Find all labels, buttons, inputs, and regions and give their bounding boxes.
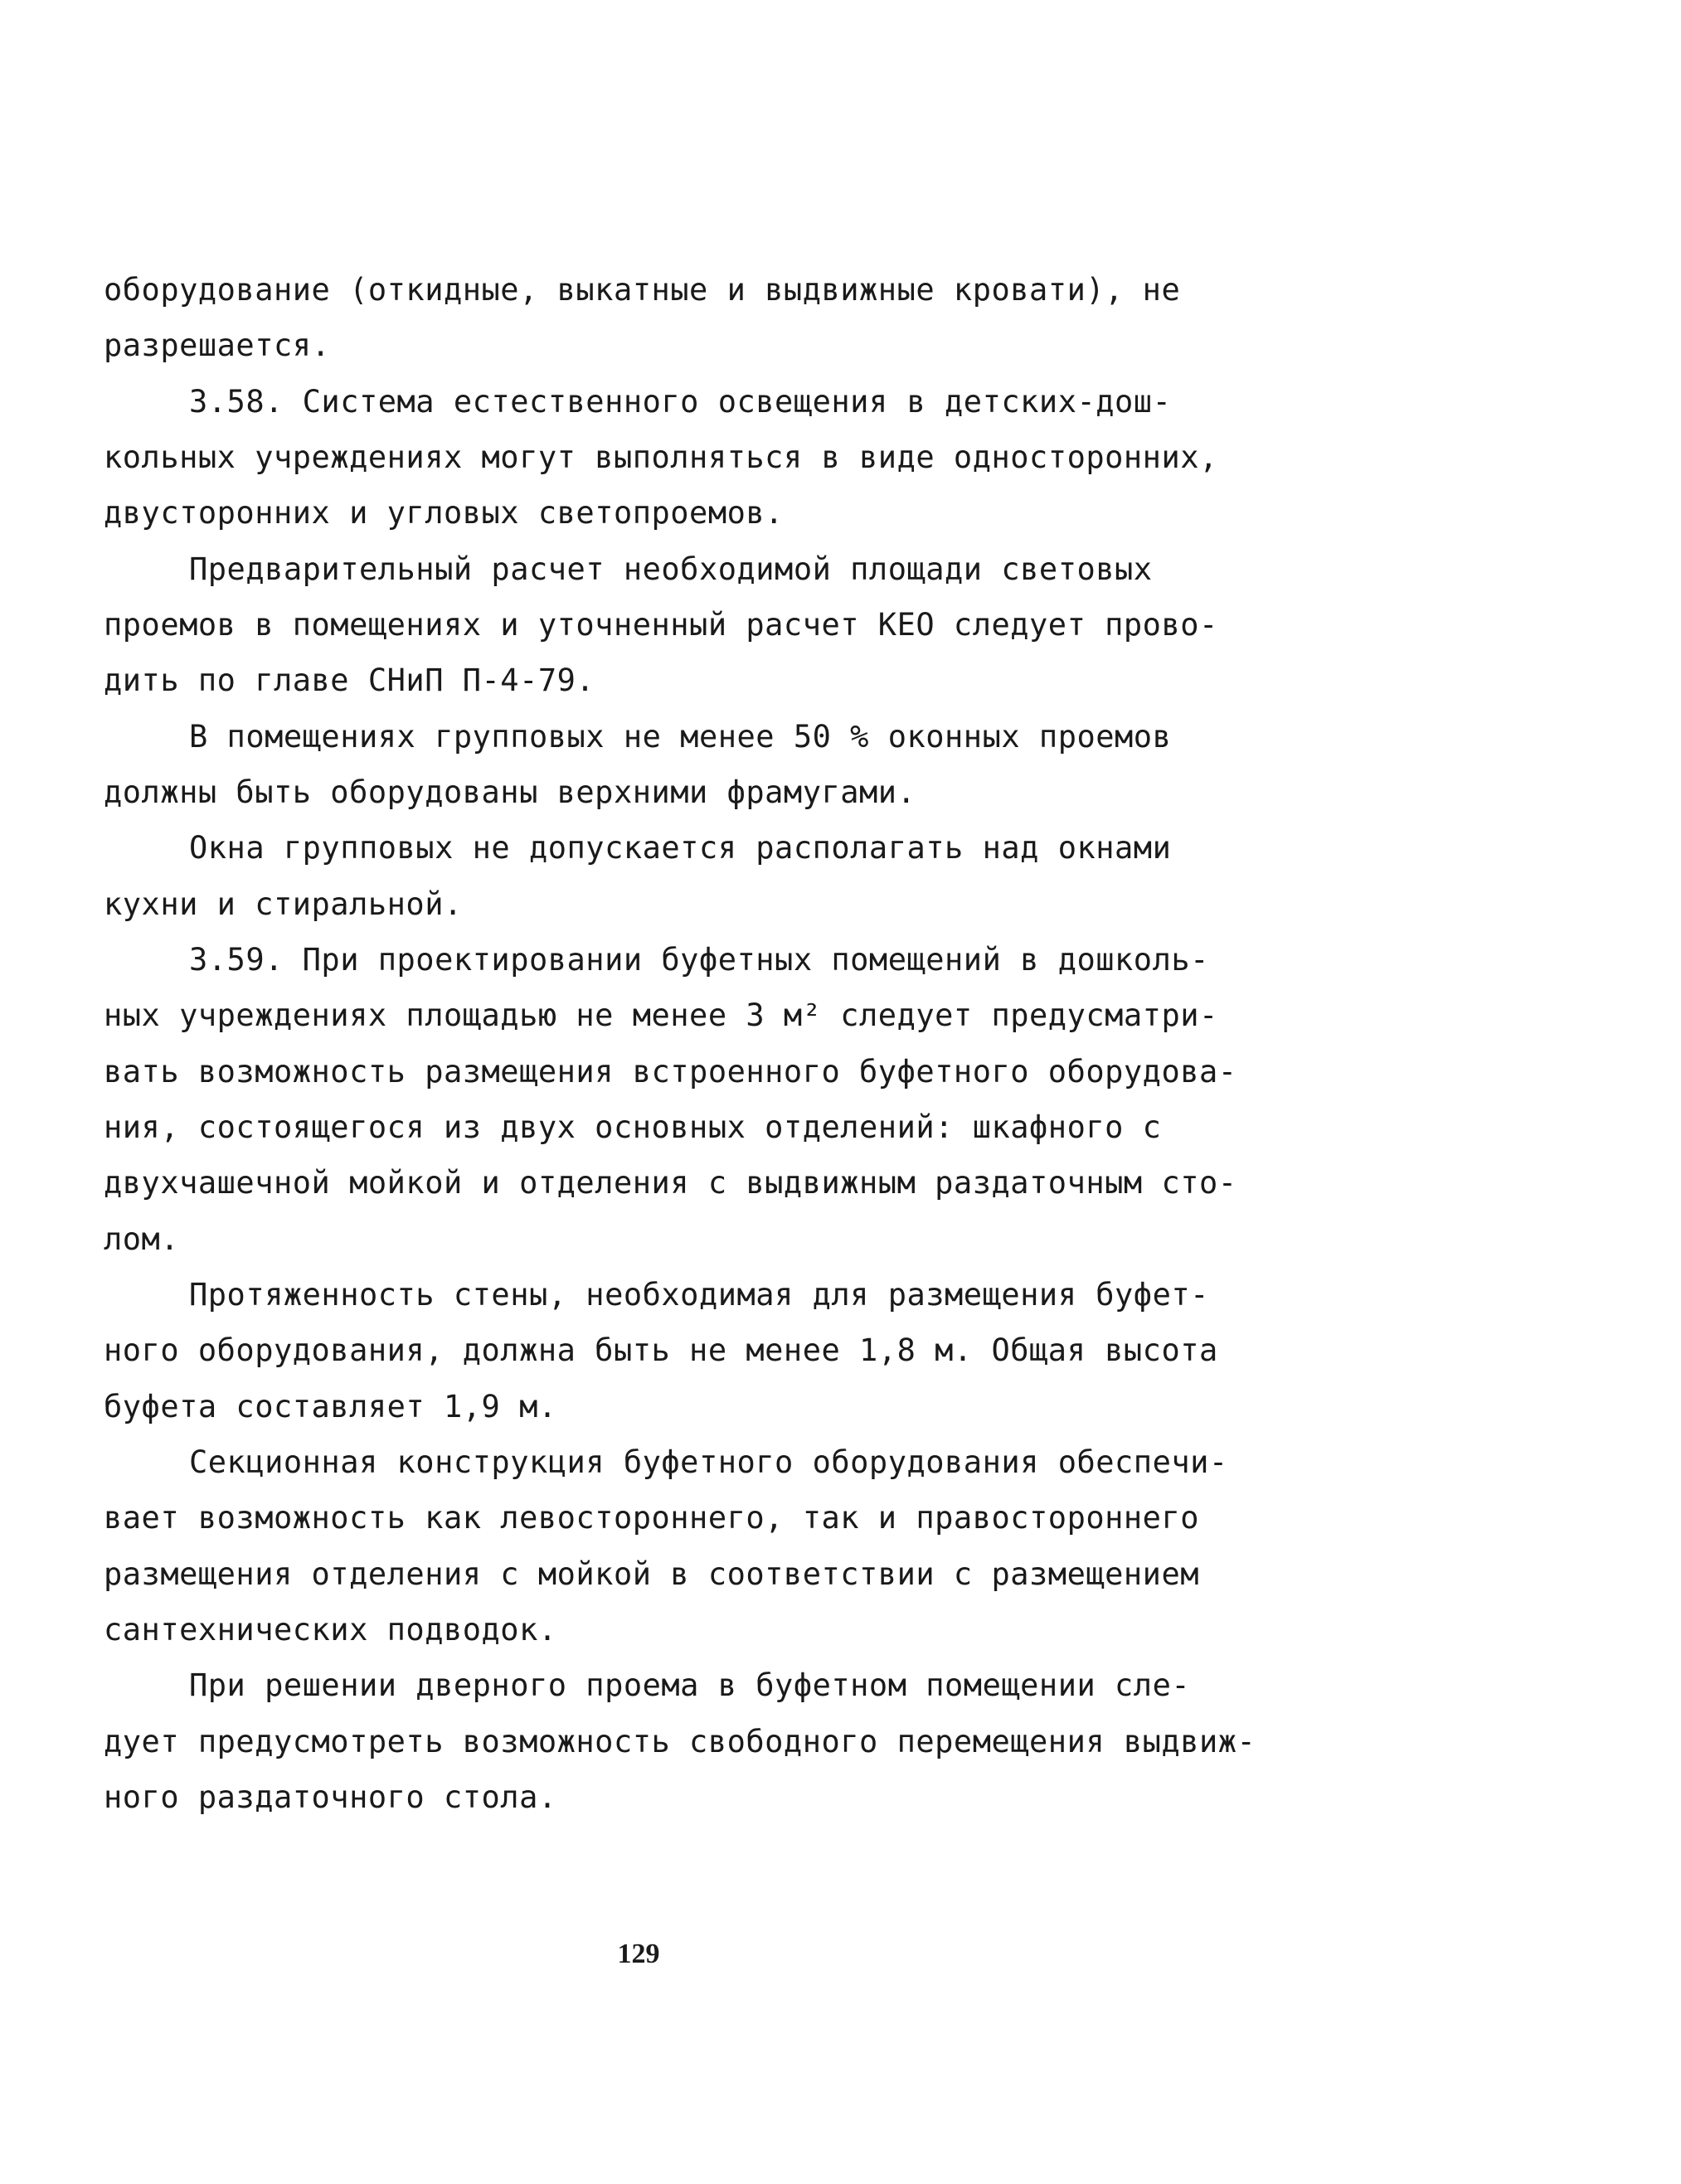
text-line: Секционная конструкция буфетного оборудования обеспечи- — [189, 1444, 1228, 1480]
text-line: размещения отделения с мойкой в соответствии с размещением — [104, 1556, 1200, 1592]
text-line: ного раздаточного стола. — [104, 1779, 557, 1815]
text-line: кухни и стиральной. — [104, 886, 463, 922]
text-line: ного оборудования, должна быть не менее 1,8 м. Общая высота — [104, 1332, 1218, 1368]
text-line: ния, состоящегося из двух основных отделений: шкафного с — [104, 1109, 1162, 1145]
text-line: проемов в помещениях и уточненный расчет КЕО следует прово- — [104, 607, 1218, 643]
text-line: дует предусмотреть возможность свободного перемещения выдвиж- — [104, 1724, 1256, 1759]
text-line: разрешается. — [104, 328, 331, 363]
text-line: двусторонних и угловых светопроемов. — [104, 495, 784, 531]
text-line: вать возможность размещения встроенного буфетного оборудова- — [104, 1054, 1237, 1090]
text-line: Протяженность стены, необходимая для размещения буфет- — [189, 1277, 1209, 1313]
text-line: буфета составляет 1,9 м. — [104, 1389, 557, 1424]
text-line: В помещениях групповых не менее 50 % оконных проемов — [189, 719, 1172, 755]
text-line: 3.59. При проектировании буфетных помещений в дошколь- — [189, 942, 1209, 978]
text-line: При решении дверного проема в буфетном помещении сле- — [189, 1667, 1191, 1703]
text-line: ных учреждениях площадью не менее 3 м² следует предусматри- — [104, 997, 1218, 1033]
text-line: оборудование (откидные, выкатные и выдвижные кровати), не — [104, 272, 1181, 308]
text-line: лом. — [104, 1221, 180, 1257]
text-line: Предварительный расчет необходимой площади световых — [189, 551, 1153, 587]
text-line: 3.58. Система естественного освещения в детских-дош- — [189, 384, 1172, 420]
text-line: Окна групповых не допускается располагать над окнами — [189, 830, 1172, 866]
text-line: двухчашечной мойкой и отделения с выдвижным раздаточным сто- — [104, 1165, 1237, 1201]
text-line: должны быть оборудованы верхними фрамугами. — [104, 774, 916, 810]
page-number: 129 — [617, 1939, 660, 1969]
text-line: сантехнических подводок. — [104, 1612, 557, 1648]
text-line: кольных учреждениях могут выполняться в виде односторонних, — [104, 439, 1218, 475]
text-line: дить по главе СНиП П-4-79. — [104, 662, 595, 698]
text-line: вает возможность как левостороннего, так и правостороннего — [104, 1500, 1200, 1536]
